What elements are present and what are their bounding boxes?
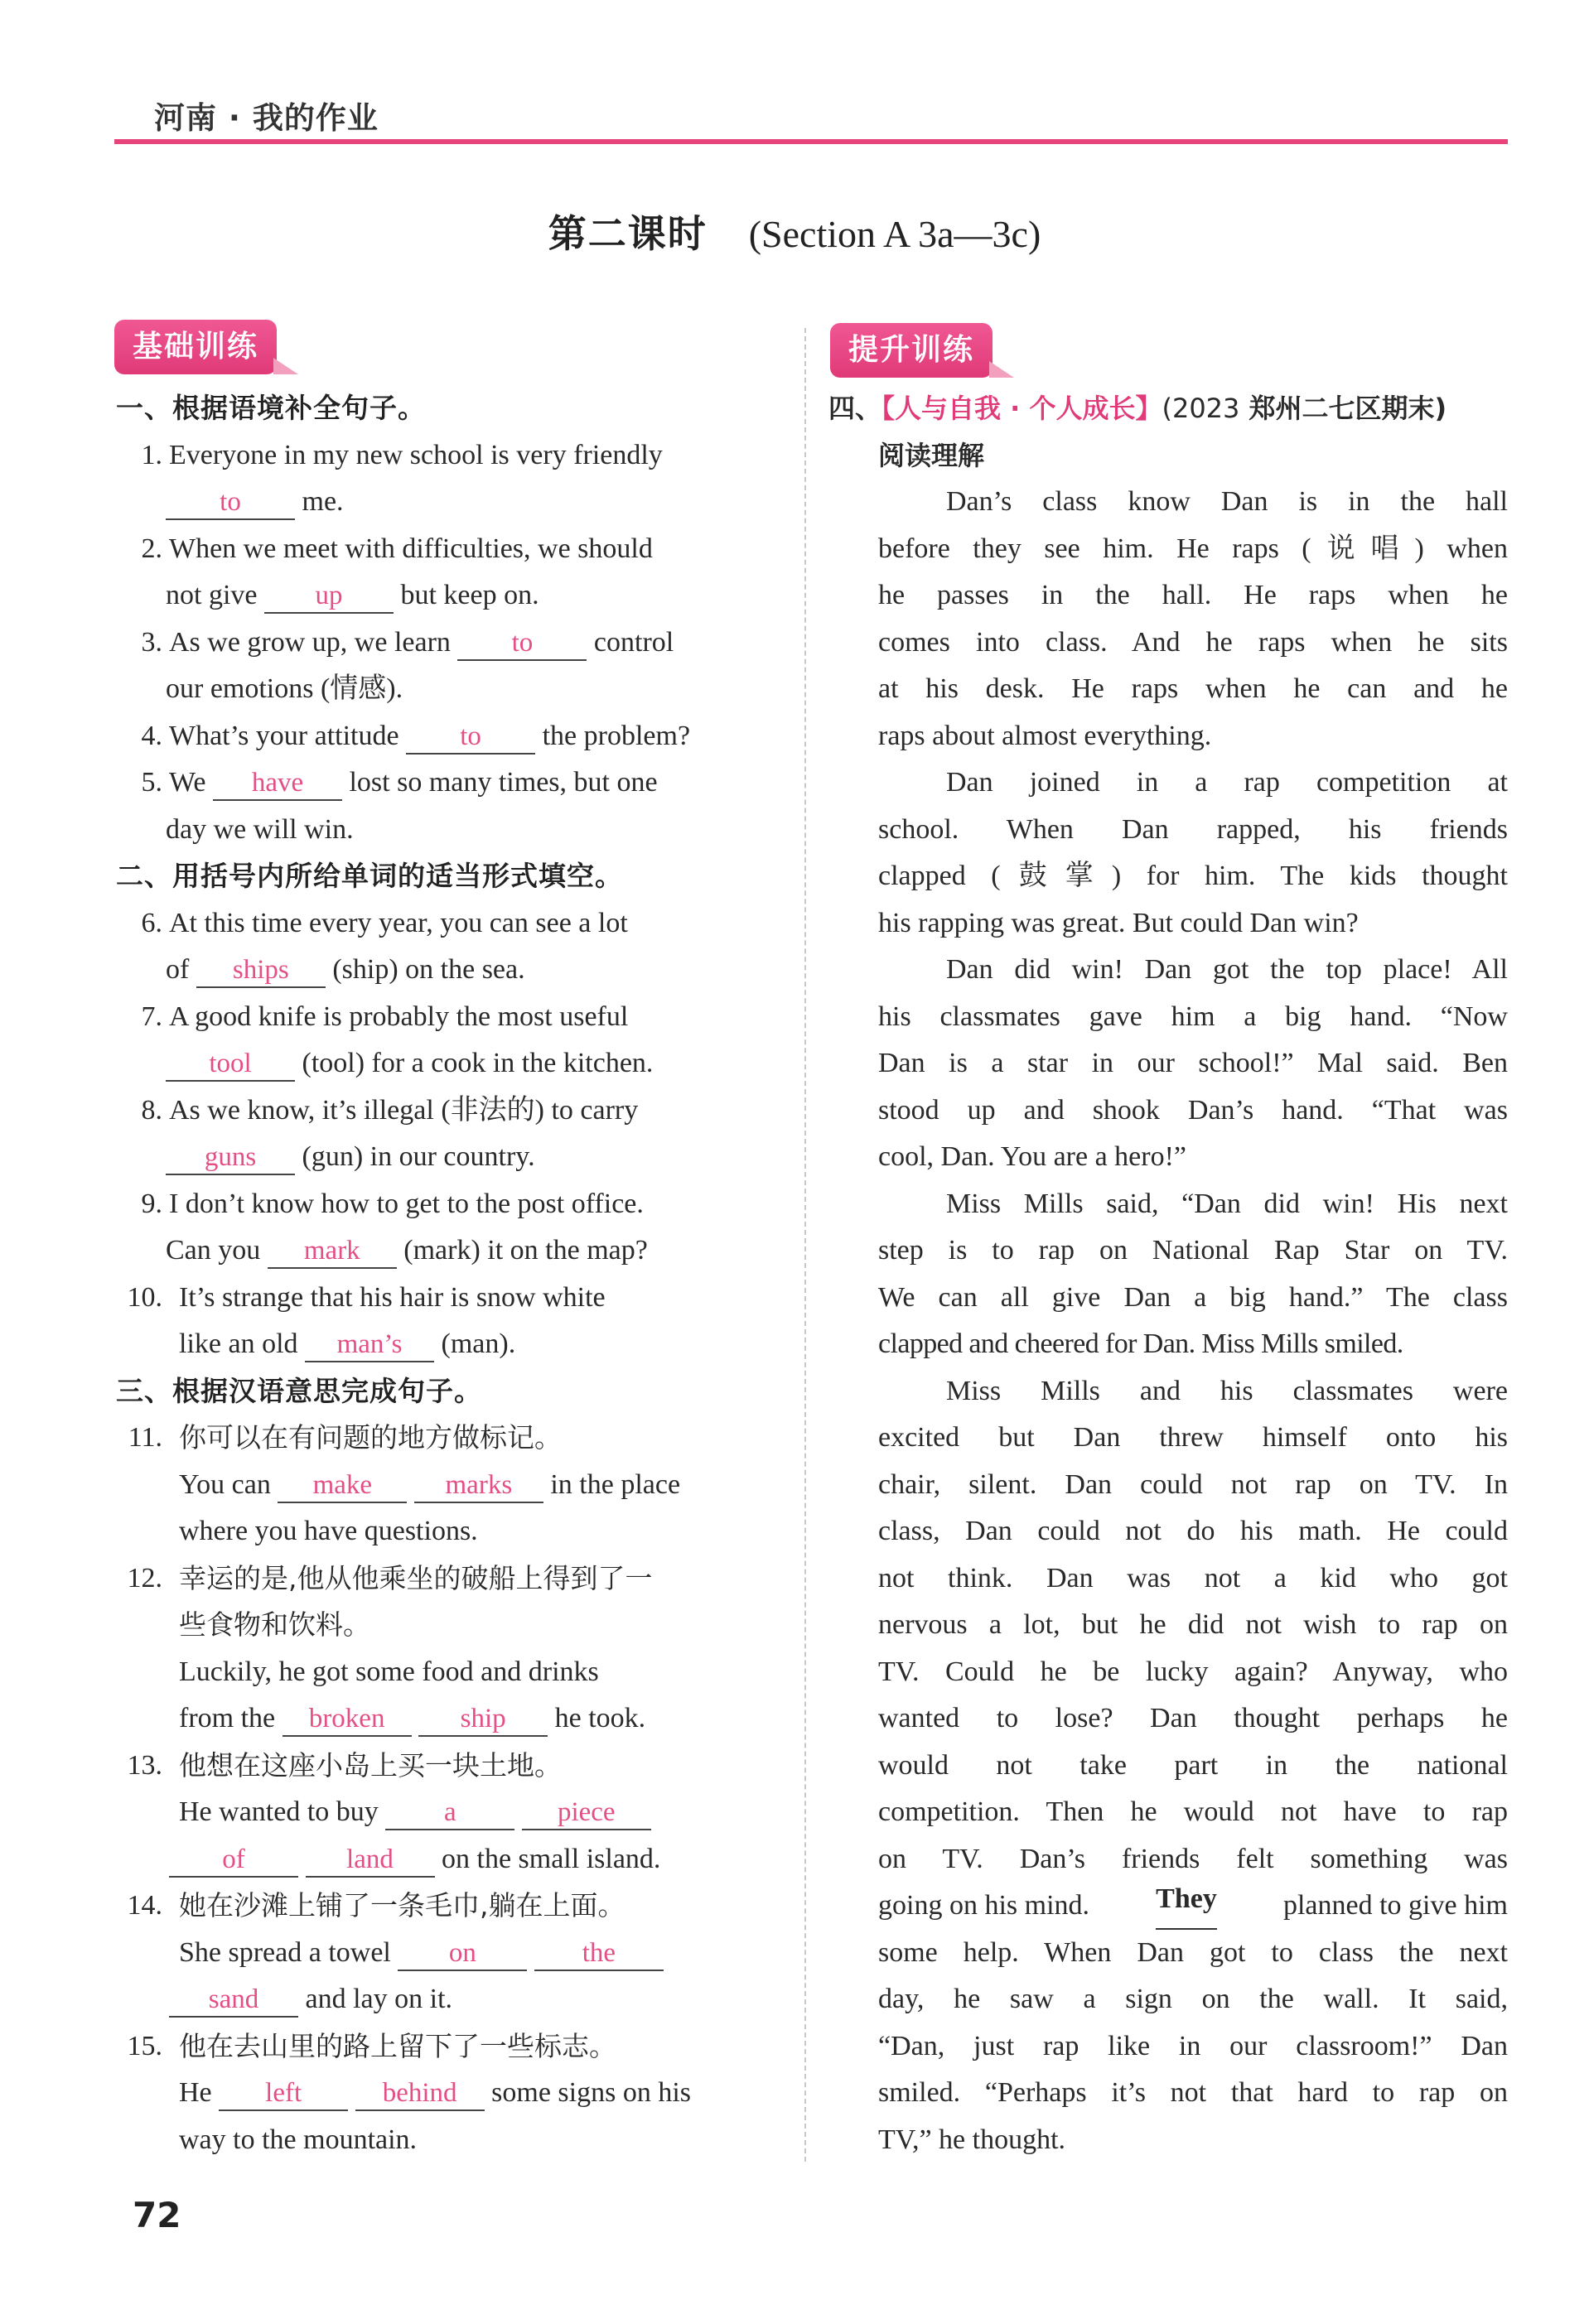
passage-line: on TV. Dan’s friends felt something was — [878, 1843, 1508, 1874]
question-number: 10. — [127, 1281, 162, 1313]
underlined-word-they: They — [1156, 1883, 1217, 1930]
passage-line: competition. Then he would not have to rap — [878, 1796, 1508, 1827]
question-text: A good knife is probably the most useful — [169, 1000, 629, 1032]
question-1 — [116, 432, 795, 526]
answer-blank: a — [385, 1796, 514, 1830]
passage-line: clapped and cheered for Dan. Miss Mills smiled. — [878, 1328, 1403, 1359]
question-text: some signs on his — [491, 2077, 692, 2108]
passage-line: smiled. “Perhaps it’s not that hard to rap on — [878, 2077, 1508, 2108]
passage-line: TV. Could he be lucky again? Anyway, who — [878, 1656, 1508, 1687]
answer-blank: behind — [355, 2076, 485, 2111]
passage-line: would not take part in the national — [878, 1749, 1508, 1781]
answer-blank: the — [534, 1936, 664, 1971]
header-rule — [114, 139, 1508, 144]
column-divider — [804, 328, 806, 2162]
question-5 — [116, 759, 795, 853]
passage-text: planned to give him — [1282, 1890, 1508, 1921]
question-8 — [116, 1087, 795, 1181]
question-number: 14. — [127, 1890, 162, 1921]
question-text: She spread a towel — [179, 1936, 391, 1968]
question-chinese: 些食物和饮料。 — [179, 1608, 370, 1641]
answer-blank: make — [278, 1468, 407, 1503]
question-text: and lay on it. — [305, 1984, 453, 2014]
answer-blank: ships — [196, 953, 326, 988]
passage-line: We can all give Dan a big hand.” The class — [878, 1281, 1508, 1313]
question-2 — [116, 526, 795, 620]
question-number: 13. — [127, 1749, 162, 1781]
question-text: not give — [166, 580, 258, 610]
question-text: (mark) it on the map? — [403, 1235, 648, 1266]
reading-passage — [828, 479, 1508, 2163]
question-9 — [116, 1181, 795, 1275]
question-text: As we grow up, we learn — [169, 626, 451, 658]
passage-line: Dan joined in a rap competition at — [946, 767, 1508, 798]
question-text: way to the mountain. — [179, 2124, 418, 2155]
question-text: What’s your attitude — [169, 720, 399, 751]
passage-line: class, Dan could not do his math. He could — [878, 1516, 1508, 1546]
left-column — [116, 385, 795, 2163]
passage-line: before they see him. He raps (说唱) when — [878, 533, 1508, 564]
passage-line: school. When Dan rapped, his friends — [878, 813, 1508, 845]
passage-line: he passes in the hall. He raps when he — [878, 580, 1508, 610]
question-11 — [116, 1415, 795, 1555]
reading-heading-source: 郑州二七区期末) — [1248, 393, 1447, 424]
passage-line: his classmates gave him a big hand. “Now — [878, 1000, 1508, 1032]
answer-blank: marks — [414, 1468, 543, 1503]
reading-heading — [828, 385, 1508, 432]
question-number: 2. — [141, 533, 162, 564]
passage-line: cool, Dan. You are a hero!” — [878, 1141, 1186, 1172]
answer-blank: broken — [283, 1702, 412, 1737]
question-text: Luckily, he got some food and drinks — [179, 1656, 599, 1687]
badge-advanced-training: 提升训练 — [830, 323, 993, 378]
question-number: 8. — [141, 1094, 162, 1126]
answer-blank: up — [264, 579, 394, 614]
passage-line: Dan did win! Dan got the top place! All — [946, 954, 1508, 985]
passage-line: not think. Dan was not a kid who got — [878, 1562, 1508, 1594]
passage-line: Miss Mills and his classmates were — [946, 1375, 1508, 1406]
answer-blank: guns — [166, 1140, 295, 1175]
question-text: When we meet with difficulties, we should — [169, 533, 653, 564]
answer-blank: left — [219, 2076, 348, 2111]
passage-line: Dan’s class know Dan is in the hall — [946, 486, 1508, 517]
question-chinese: 幸运的是,他从他乘坐的破船上得到了一 — [179, 1561, 653, 1594]
question-14 — [116, 1883, 795, 2023]
question-text: I don’t know how to get to the post office. — [169, 1188, 644, 1219]
question-text: (gun) in our country. — [302, 1141, 535, 1172]
question-number: 15. — [127, 2030, 162, 2061]
passage-line: raps about almost everything. — [878, 720, 1212, 751]
section-heading-2: 二、用括号内所给单词的适当形式填空。 — [116, 860, 623, 892]
question-text: He wanted to buy — [179, 1796, 379, 1827]
passage-line: comes into class. And he raps when he sits — [878, 626, 1508, 658]
question-13 — [116, 1743, 795, 1883]
passage-line: step is to rap on National Rap Star on TV. — [878, 1235, 1508, 1266]
reading-heading-num: 四、 — [828, 393, 882, 424]
question-chinese: 他在去山里的路上留下了一些标志。 — [179, 2029, 616, 2062]
answer-blank: have — [213, 766, 342, 801]
reading-heading-year: (2023 — [1162, 393, 1240, 424]
header-title: 河南 · 我的作业 — [154, 100, 379, 136]
question-10 — [116, 1275, 795, 1368]
question-text: control — [593, 626, 674, 658]
passage-line: clapped (鼓掌) for him. The kids thought — [878, 861, 1508, 891]
question-number: 12. — [127, 1562, 162, 1594]
question-15 — [116, 2023, 795, 2164]
question-7 — [116, 994, 795, 1087]
passage-line: at his desk. He raps when he can and he — [878, 673, 1508, 704]
passage-line: Miss Mills said, “Dan did win! His next — [946, 1188, 1508, 1219]
question-6 — [116, 900, 795, 994]
passage-line: chair, silent. Dan could not rap on TV. In — [878, 1468, 1508, 1500]
passage-line: nervous a lot, but he did not wish to rap on — [878, 1609, 1508, 1640]
lesson-title-cn: 第二课时 — [548, 211, 708, 256]
question-text: As we know, it’s illegal (非法的) to carry — [169, 1094, 639, 1126]
question-chinese: 你可以在有问题的地方做标记。 — [179, 1421, 562, 1454]
question-text: day we will win. — [166, 813, 354, 845]
question-text: the problem? — [542, 720, 691, 751]
question-4 — [116, 713, 795, 760]
question-text: Can you — [166, 1235, 261, 1266]
answer-blank: to — [166, 485, 295, 520]
question-text: but keep on. — [400, 580, 539, 610]
question-number: 4. — [141, 720, 162, 751]
answer-blank: to — [457, 626, 587, 661]
question-text: of — [166, 954, 190, 985]
answer-blank: on — [398, 1936, 527, 1971]
question-text: lost so many times, but one — [349, 767, 658, 798]
question-text: on the small island. — [442, 1843, 661, 1874]
question-text: (ship) on the sea. — [332, 954, 525, 985]
answer-blank: ship — [418, 1702, 548, 1737]
question-text: You can — [179, 1468, 271, 1500]
answer-blank: land — [306, 1843, 435, 1878]
lesson-title-en: (Section A 3a—3c) — [748, 213, 1041, 255]
question-text: We — [169, 767, 206, 798]
page-number: 72 — [133, 2195, 181, 2235]
answer-blank: man’s — [305, 1328, 434, 1362]
question-number: 3. — [141, 626, 162, 658]
question-text: in the place — [550, 1468, 681, 1500]
question-number: 7. — [141, 1000, 162, 1032]
question-text: our emotions (情感). — [166, 673, 403, 704]
question-number: 5. — [141, 767, 162, 798]
question-text: where you have questions. — [179, 1516, 478, 1546]
answer-blank: of — [169, 1843, 298, 1878]
question-chinese: 她在沙滩上铺了一条毛巾,躺在上面。 — [179, 1889, 625, 1921]
answer-blank: mark — [268, 1234, 397, 1269]
question-number: 11. — [128, 1422, 162, 1453]
section-heading-1: 一、根据语境补全句子。 — [116, 392, 426, 424]
question-number: 6. — [141, 907, 162, 938]
question-text: from the — [179, 1703, 276, 1733]
question-text: he took. — [554, 1703, 646, 1733]
passage-line: some help. When Dan got to class the next — [878, 1936, 1508, 1968]
lesson-title — [0, 204, 1589, 258]
reading-heading-tag: 【人与自我 · 个人成长】 — [881, 393, 1162, 424]
answer-blank: piece — [522, 1796, 651, 1830]
answer-blank: tool — [166, 1047, 295, 1082]
passage-line: excited but Dan threw himself onto his — [878, 1422, 1508, 1453]
passage-line: “Dan, just rap like in our classroom!” Dan — [878, 2030, 1508, 2061]
question-text: (man). — [441, 1328, 516, 1359]
badge-basic-training: 基础训练 — [114, 320, 277, 374]
passage-line: Dan is a star in our school!” Mal said. Ben — [878, 1048, 1508, 1078]
answer-blank: to — [406, 720, 535, 755]
passage-line: day, he saw a sign on the wall. It said, — [878, 1984, 1508, 2014]
question-3 — [116, 620, 795, 713]
question-chinese: 他想在这座小岛上买一块土地。 — [179, 1748, 562, 1782]
passage-line — [878, 1883, 1508, 1930]
question-number: 9. — [141, 1188, 162, 1219]
question-text: (tool) for a cook in the kitchen. — [302, 1048, 654, 1078]
question-text: He — [179, 2077, 212, 2108]
reading-subheading: 阅读理解 — [878, 439, 985, 471]
question-text: It’s strange that his hair is snow white — [179, 1281, 606, 1313]
question-number: 1. — [141, 439, 162, 470]
question-12 — [116, 1555, 795, 1743]
passage-line: TV,” he thought. — [878, 2124, 1066, 2155]
question-text: Everyone in my new school is very friendly — [169, 439, 663, 470]
answer-blank: sand — [169, 1983, 298, 2018]
passage-line: wanted to lose? Dan thought perhaps he — [878, 1703, 1508, 1733]
question-text: like an old — [179, 1328, 298, 1359]
passage-line: stood up and shook Dan’s hand. “That was — [878, 1094, 1508, 1126]
passage-line: his rapping was great. But could Dan win? — [878, 907, 1359, 938]
question-text: me. — [302, 486, 344, 517]
passage-text: going on his mind. — [878, 1890, 1090, 1921]
section-heading-3: 三、根据汉语意思完成句子。 — [116, 1374, 482, 1407]
question-text: At this time every year, you can see a lot — [169, 907, 628, 938]
right-column — [828, 385, 1508, 2163]
